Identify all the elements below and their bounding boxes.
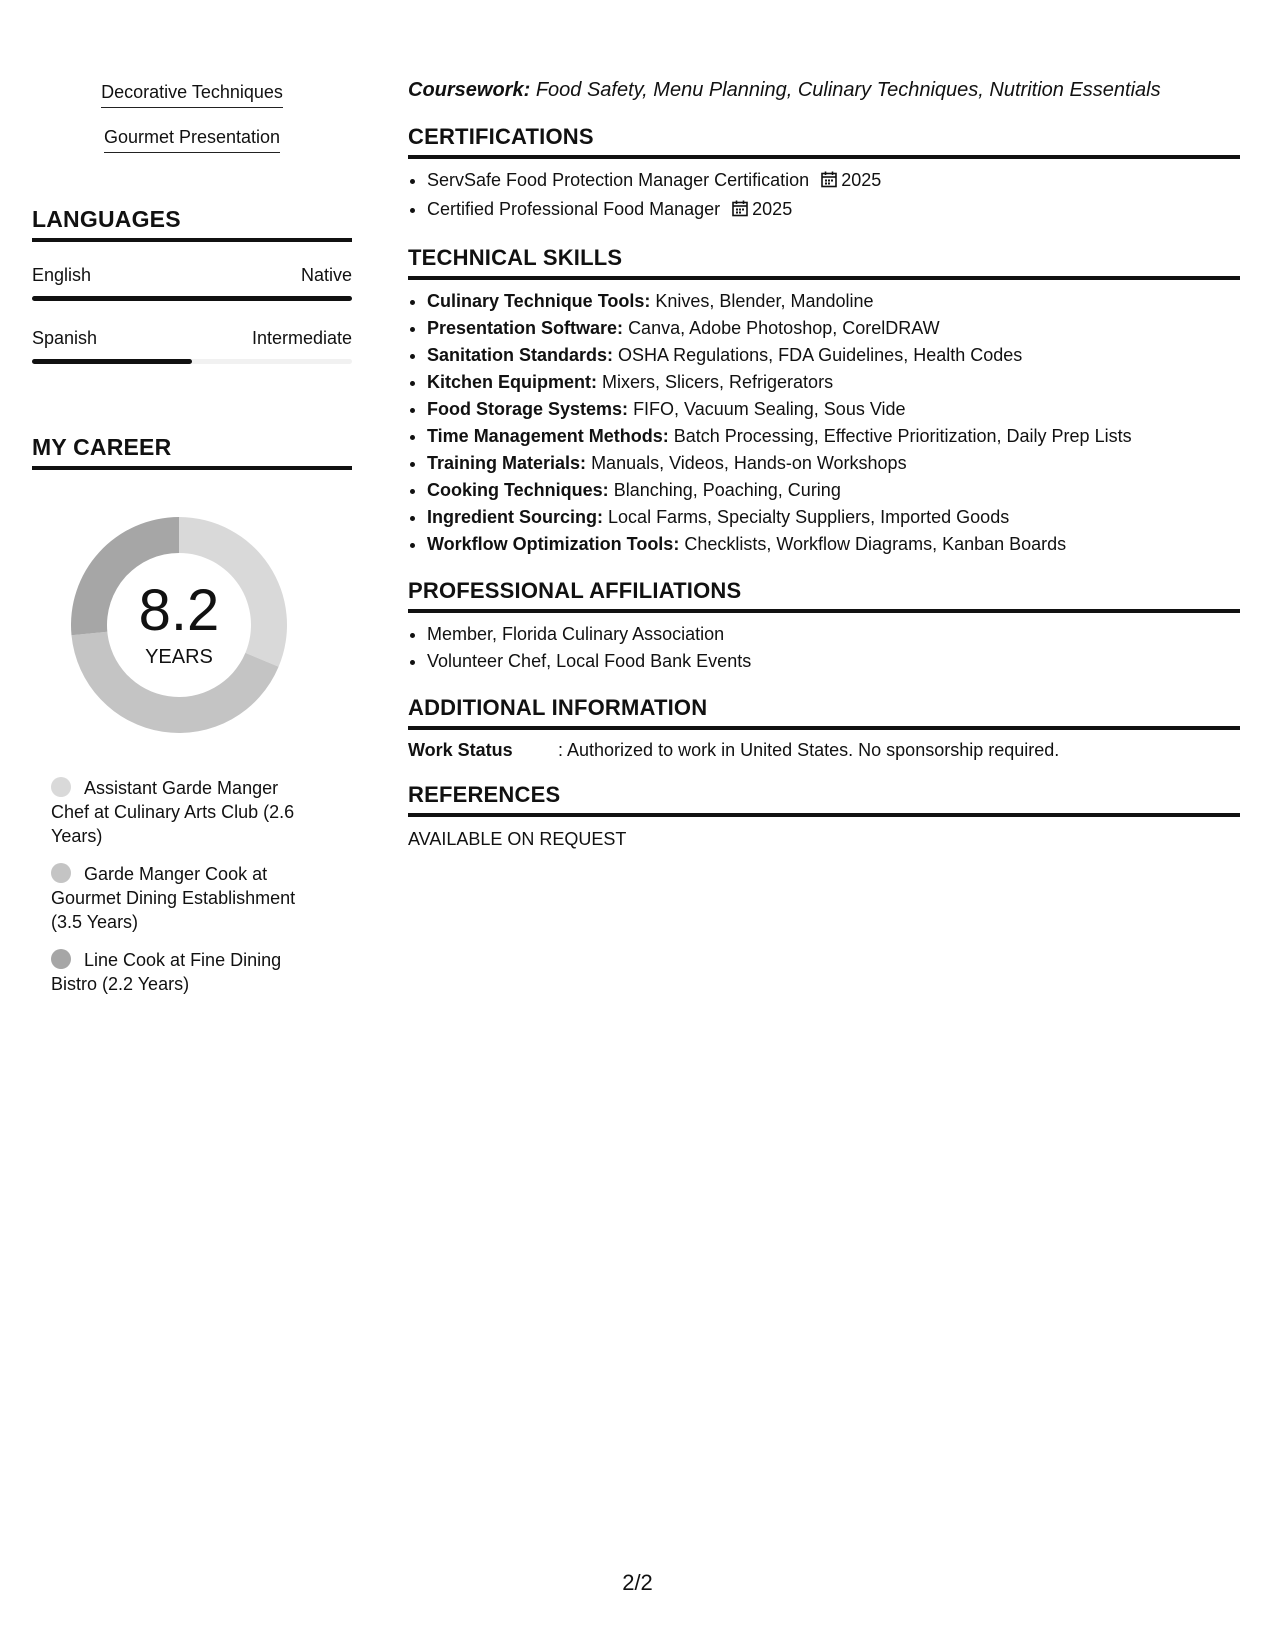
skill-item [427, 396, 1240, 423]
skill-value: Canva, Adobe Photoshop, CorelDRAW [628, 318, 940, 338]
career-legend-item [51, 862, 321, 934]
skill-item [427, 342, 1240, 369]
skill-value: Knives, Blender, Mandoline [655, 291, 874, 311]
affiliations-heading: PROFESSIONAL AFFILIATIONS [408, 578, 1240, 613]
certification-year: 2025 [841, 170, 882, 190]
coursework-label: Coursework: [408, 79, 531, 101]
technical-skills-list [408, 288, 1240, 558]
work-status-value: : Authorized to work in United States. No sponsorship required. [558, 740, 1060, 760]
certification-name: ServSafe Food Protection Manager Certification [427, 170, 810, 190]
technical-skills-heading: TECHNICAL SKILLS [408, 245, 1240, 280]
donut-center [64, 510, 294, 740]
skill-item [427, 450, 1240, 477]
career-legend-label: Line Cook at Fine Dining Bistro (2.2 Years) [51, 950, 282, 994]
legend-dot-icon [51, 949, 71, 969]
skill-value: Blanching, Poaching, Curing [613, 480, 841, 500]
work-status-label: Work Status [408, 740, 513, 760]
language-level: Native [300, 265, 352, 285]
skill-value: Mixers, Slicers, Refrigerators [602, 372, 834, 392]
skill-item [427, 477, 1240, 504]
skill-label: Workflow Optimization Tools: [427, 534, 680, 554]
language-bar-fill [32, 296, 352, 301]
page-number: 2/2 [622, 1570, 653, 1595]
language-bar [32, 296, 352, 301]
right-column [408, 76, 1240, 850]
language-name: English [32, 265, 92, 285]
work-status-row [408, 738, 1240, 762]
coursework-text: Food Safety, Menu Planning, Culinary Techniques, Nutrition Essentials [535, 79, 1161, 101]
languages-heading: LANGUAGES [32, 206, 352, 242]
skill-item [427, 504, 1240, 531]
career-heading: MY CAREER [32, 434, 352, 470]
additional-info-heading: ADDITIONAL INFORMATION [408, 695, 1240, 730]
references-heading: REFERENCES [408, 782, 1240, 817]
references-text: AVAILABLE ON REQUEST [408, 829, 627, 849]
skill-label: Ingredient Sourcing: [427, 507, 604, 527]
legend-dot-icon [51, 863, 71, 883]
strengths-list [32, 80, 352, 170]
skill-label: Presentation Software: [427, 318, 624, 338]
certification-year: 2025 [752, 199, 793, 219]
skill-value: Local Farms, Specialty Suppliers, Imported Goods [608, 507, 1010, 527]
skill-value: FIFO, Vacuum Sealing, Sous Vide [633, 399, 906, 419]
certification-item [427, 196, 1240, 225]
certification-item [427, 167, 1240, 196]
skill-label: Cooking Techniques: [427, 480, 609, 500]
career-donut-chart [64, 510, 294, 740]
affiliations-list [408, 621, 1240, 675]
strength-tag: Decorative Techniques [101, 80, 283, 108]
language-item [32, 264, 352, 301]
left-column [32, 80, 352, 1010]
calendar-icon [821, 169, 837, 196]
language-name: Spanish [32, 328, 98, 348]
language-bar-fill [32, 359, 192, 364]
skill-value: Checklists, Workflow Diagrams, Kanban Boards [684, 534, 1067, 554]
certifications-heading: CERTIFICATIONS [408, 124, 1240, 159]
skill-item [427, 288, 1240, 315]
skill-label: Food Storage Systems: [427, 399, 629, 419]
skill-value: Batch Processing, Effective Prioritization, Daily Prep Lists [673, 426, 1132, 446]
skill-label: Kitchen Equipment: [427, 372, 597, 392]
skill-label: Sanitation Standards: [427, 345, 614, 365]
career-legend-item [51, 948, 321, 996]
affiliation-item: • Volunteer Chef, Local Food Bank Events [427, 648, 1240, 675]
skill-value: Manuals, Videos, Hands-on Workshops [591, 453, 907, 473]
skill-item [427, 531, 1240, 558]
skill-item [427, 369, 1240, 396]
certification-name: Certified Professional Food Manager [427, 199, 721, 219]
skill-item [427, 423, 1240, 450]
career-legend-item [51, 776, 321, 848]
skill-label: Time Management Methods: [427, 426, 669, 446]
skill-value: OSHA Regulations, FDA Guidelines, Health Codes [618, 345, 1023, 365]
affiliation-item: • Member, Florida Culinary Association [427, 621, 1240, 648]
career-total-years: 8.2 [138, 577, 220, 643]
coursework-line [408, 76, 1240, 104]
calendar-icon [732, 198, 748, 225]
legend-dot-icon [51, 777, 71, 797]
strength-tag: Gourmet Presentation [104, 125, 280, 153]
career-years-unit: YEARS [145, 645, 213, 668]
language-item [32, 327, 352, 364]
skill-label: Culinary Technique Tools: [427, 291, 651, 311]
career-legend-label: Assistant Garde Manger Chef at Culinary Arts Club (2.6 Years) [51, 778, 295, 846]
career-legend-label: Garde Manger Cook at Gourmet Dining Establishment (3.5 Years) [51, 864, 296, 932]
skill-label: Training Materials: [427, 453, 587, 473]
career-legend [51, 776, 321, 996]
language-level: Intermediate [251, 328, 352, 348]
language-bar [32, 359, 352, 364]
certifications-list [408, 167, 1240, 225]
skill-item [427, 315, 1240, 342]
